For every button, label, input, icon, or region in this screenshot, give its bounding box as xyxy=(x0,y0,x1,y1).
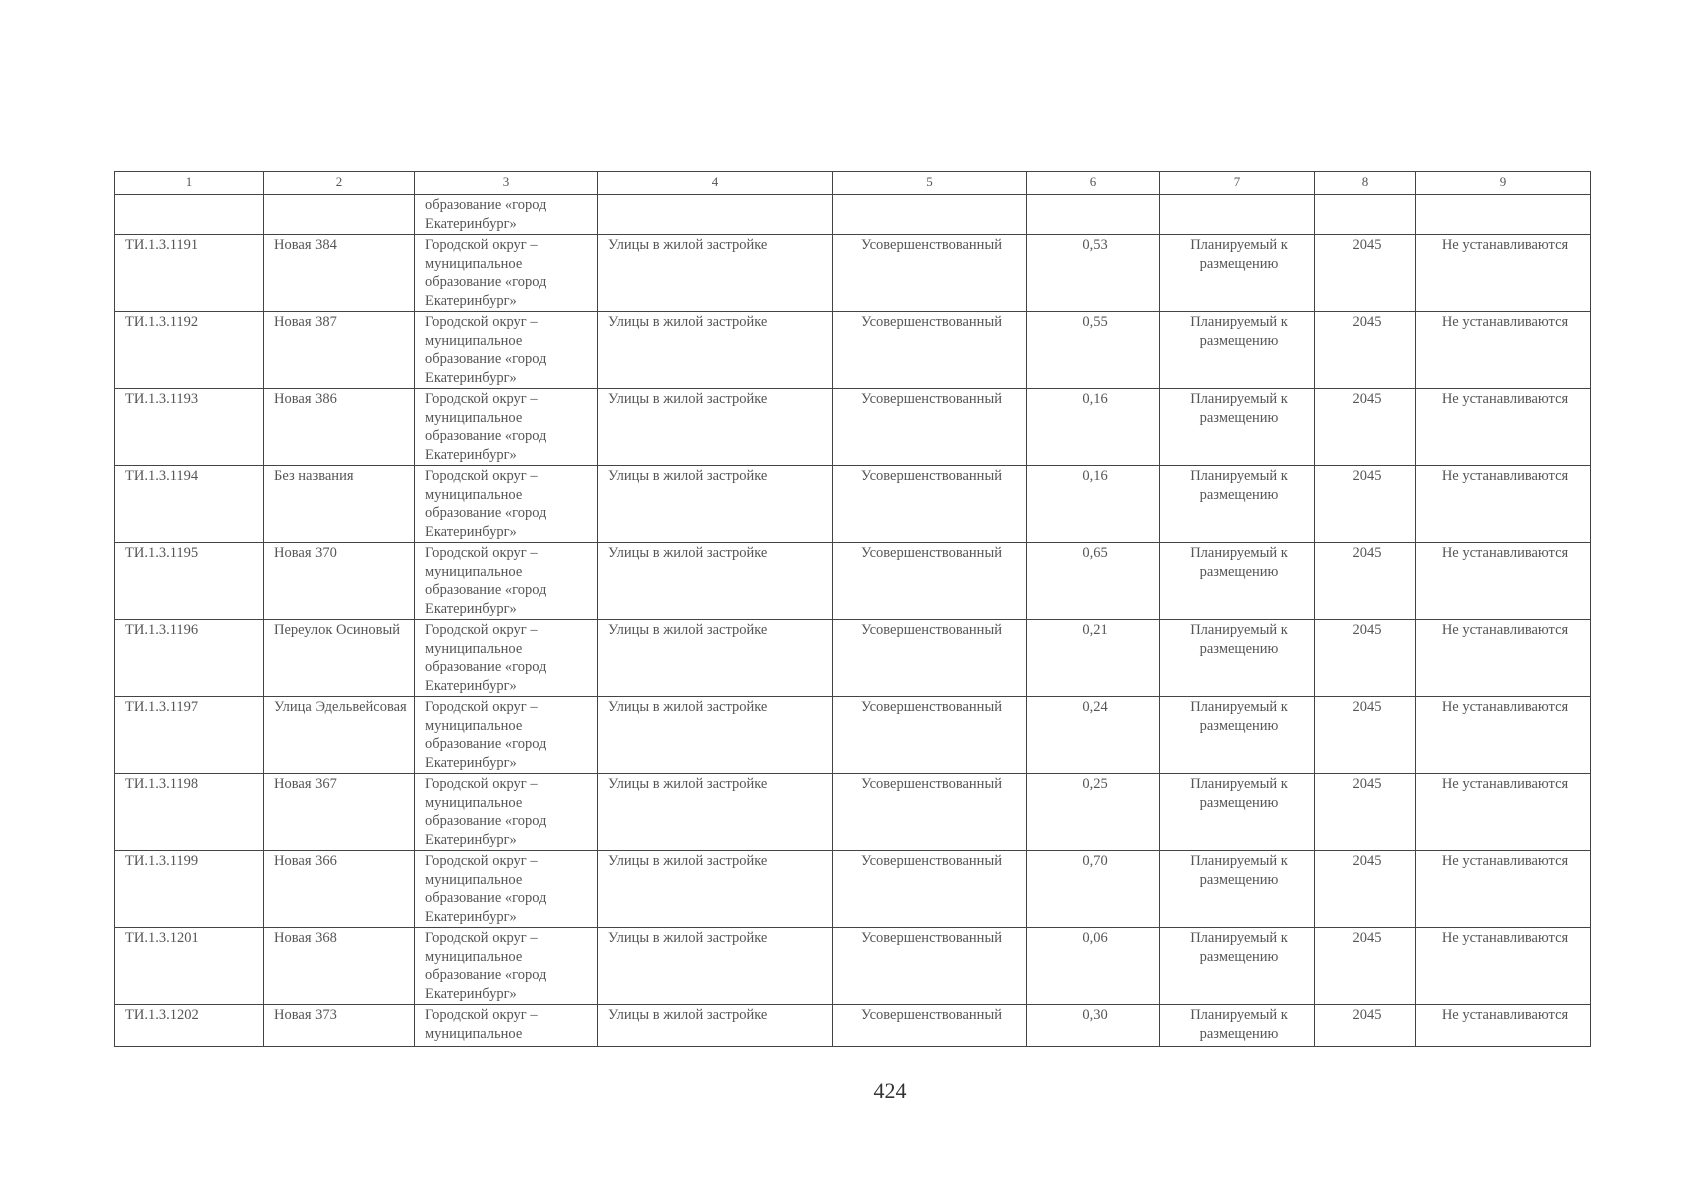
table-cell: Не устанавливаются xyxy=(1416,389,1591,466)
table-cell: Новая 387 xyxy=(264,312,415,389)
table-cell: Усовершенствованный xyxy=(833,235,1027,312)
table-cell: ТИ.1.3.1197 xyxy=(115,697,264,774)
header-cell: 5 xyxy=(833,172,1027,195)
table-cell: Улицы в жилой застройке xyxy=(598,466,833,543)
table-cell: 2045 xyxy=(1315,1005,1416,1047)
table-cell: 2045 xyxy=(1315,928,1416,1005)
table-cell xyxy=(115,195,264,235)
header-cell: 7 xyxy=(1160,172,1315,195)
table-cell: Новая 386 xyxy=(264,389,415,466)
table-cell: Улицы в жилой застройке xyxy=(598,851,833,928)
page-number: 424 xyxy=(873,1078,907,1103)
table-cell: Улицы в жилой застройке xyxy=(598,543,833,620)
table-cell: 0,53 xyxy=(1027,235,1160,312)
table-cell: Улицы в жилой застройке xyxy=(598,312,833,389)
table-cell: ТИ.1.3.1193 xyxy=(115,389,264,466)
table-cell: Городской округ – муниципальное образование «город Екатеринбург» xyxy=(415,851,598,928)
table-cell: Не устанавливаются xyxy=(1416,1005,1591,1047)
table-cell: 2045 xyxy=(1315,697,1416,774)
table-cell xyxy=(598,195,833,235)
continuation-row xyxy=(115,195,1591,235)
table-row xyxy=(115,466,1591,543)
table-cell xyxy=(1027,195,1160,235)
table-cell: Городской округ – муниципальное образование «город Екатеринбург» xyxy=(415,389,598,466)
table-cell: 0,06 xyxy=(1027,928,1160,1005)
table-cell: 2045 xyxy=(1315,851,1416,928)
table-cell: Городской округ – муниципальное образование «город Екатеринбург» xyxy=(415,620,598,697)
table-cell: Новая 384 xyxy=(264,235,415,312)
table-cell: Новая 373 xyxy=(264,1005,415,1047)
table-cell: Городской округ – муниципальное xyxy=(415,1005,598,1047)
table-row xyxy=(115,928,1591,1005)
table-cell: Улицы в жилой застройке xyxy=(598,389,833,466)
table-cell: Новая 370 xyxy=(264,543,415,620)
table-cell: ТИ.1.3.1194 xyxy=(115,466,264,543)
data-table xyxy=(114,171,1591,1047)
table-cell: Не устанавливаются xyxy=(1416,543,1591,620)
table-cell: Улицы в жилой застройке xyxy=(598,774,833,851)
table-cell: 0,24 xyxy=(1027,697,1160,774)
table-cell: 2045 xyxy=(1315,312,1416,389)
table-cell: Улицы в жилой застройке xyxy=(598,620,833,697)
table-cell: Улицы в жилой застройке xyxy=(598,235,833,312)
table-cell: Усовершенствованный xyxy=(833,543,1027,620)
table-row xyxy=(115,697,1591,774)
table-cell: Планируемый к размещению xyxy=(1160,697,1315,774)
table-cell: Усовершенствованный xyxy=(833,928,1027,1005)
table-cell: Новая 367 xyxy=(264,774,415,851)
table-cell: Усовершенствованный xyxy=(833,697,1027,774)
table-cell: 2045 xyxy=(1315,620,1416,697)
header-cell: 1 xyxy=(115,172,264,195)
table-cell: Улица Эдельвейсовая xyxy=(264,697,415,774)
table-cell: ТИ.1.3.1192 xyxy=(115,312,264,389)
table-cell: Не устанавливаются xyxy=(1416,697,1591,774)
table-row xyxy=(115,774,1591,851)
table-cell xyxy=(1315,195,1416,235)
table-row xyxy=(115,235,1591,312)
table-cell: Переулок Осиновый xyxy=(264,620,415,697)
table-row xyxy=(115,312,1591,389)
table-cell: Городской округ – муниципальное образование «город Екатеринбург» xyxy=(415,928,598,1005)
table-cell: ТИ.1.3.1195 xyxy=(115,543,264,620)
table-cell: 2045 xyxy=(1315,235,1416,312)
table-cell: Без названия xyxy=(264,466,415,543)
table-cell: Не устанавливаются xyxy=(1416,620,1591,697)
table-cell: 2045 xyxy=(1315,389,1416,466)
table-cell: образование «город Екатеринбург» xyxy=(415,195,598,235)
table-cell: ТИ.1.3.1191 xyxy=(115,235,264,312)
table-cell: Городской округ – муниципальное образование «город Екатеринбург» xyxy=(415,235,598,312)
table-cell: Усовершенствованный xyxy=(833,466,1027,543)
table-cell: 2045 xyxy=(1315,774,1416,851)
table-cell: 0,70 xyxy=(1027,851,1160,928)
table-cell xyxy=(833,195,1027,235)
table-cell: Городской округ – муниципальное образование «город Екатеринбург» xyxy=(415,774,598,851)
table-row xyxy=(115,1005,1591,1047)
table-cell: 0,55 xyxy=(1027,312,1160,389)
header-cell: 8 xyxy=(1315,172,1416,195)
table-cell: Планируемый к размещению xyxy=(1160,389,1315,466)
table-cell: 0,30 xyxy=(1027,1005,1160,1047)
table-cell: ТИ.1.3.1198 xyxy=(115,774,264,851)
table-cell: ТИ.1.3.1202 xyxy=(115,1005,264,1047)
table-cell: Усовершенствованный xyxy=(833,1005,1027,1047)
header-row xyxy=(115,172,1591,195)
table-cell xyxy=(264,195,415,235)
header-cell: 2 xyxy=(264,172,415,195)
table-cell: Планируемый к размещению xyxy=(1160,928,1315,1005)
table-cell: Городской округ – муниципальное образование «город Екатеринбург» xyxy=(415,312,598,389)
table-cell: Не устанавливаются xyxy=(1416,774,1591,851)
table-cell: Планируемый к размещению xyxy=(1160,466,1315,543)
table-cell: Новая 368 xyxy=(264,928,415,1005)
table-cell: 2045 xyxy=(1315,466,1416,543)
table-cell: Планируемый к размещению xyxy=(1160,312,1315,389)
table-cell: Усовершенствованный xyxy=(833,774,1027,851)
table-cell: Планируемый к размещению xyxy=(1160,235,1315,312)
table-row xyxy=(115,389,1591,466)
table-cell xyxy=(1416,195,1591,235)
table-cell: Планируемый к размещению xyxy=(1160,620,1315,697)
table-cell: 0,65 xyxy=(1027,543,1160,620)
table-cell xyxy=(1160,195,1315,235)
table-cell: Не устанавливаются xyxy=(1416,235,1591,312)
table-row xyxy=(115,851,1591,928)
table-cell: Новая 366 xyxy=(264,851,415,928)
table-cell: 2045 xyxy=(1315,543,1416,620)
table-cell: Планируемый к размещению xyxy=(1160,774,1315,851)
header-cell: 6 xyxy=(1027,172,1160,195)
table-cell: Городской округ – муниципальное образование «город Екатеринбург» xyxy=(415,543,598,620)
table-cell: Улицы в жилой застройке xyxy=(598,1005,833,1047)
header-cell: 9 xyxy=(1416,172,1591,195)
table-cell: Планируемый к размещению xyxy=(1160,543,1315,620)
table-cell: Не устанавливаются xyxy=(1416,928,1591,1005)
table-cell: 0,16 xyxy=(1027,466,1160,543)
table-cell: Усовершенствованный xyxy=(833,389,1027,466)
header-cell: 3 xyxy=(415,172,598,195)
table-cell: Не устанавливаются xyxy=(1416,466,1591,543)
table-row xyxy=(115,620,1591,697)
header-cell: 4 xyxy=(598,172,833,195)
table-cell: Планируемый к размещению xyxy=(1160,1005,1315,1047)
table-cell: Улицы в жилой застройке xyxy=(598,697,833,774)
table-cell: ТИ.1.3.1201 xyxy=(115,928,264,1005)
table-cell: 0,25 xyxy=(1027,774,1160,851)
table-cell: Усовершенствованный xyxy=(833,312,1027,389)
table-cell: Городской округ – муниципальное образование «город Екатеринбург» xyxy=(415,697,598,774)
table-row xyxy=(115,543,1591,620)
table-cell: Усовершенствованный xyxy=(833,620,1027,697)
table-cell: ТИ.1.3.1199 xyxy=(115,851,264,928)
table-cell: Усовершенствованный xyxy=(833,851,1027,928)
table-cell: 0,21 xyxy=(1027,620,1160,697)
table-cell: Городской округ – муниципальное образование «город Екатеринбург» xyxy=(415,466,598,543)
table-cell: 0,16 xyxy=(1027,389,1160,466)
table-cell: Не устанавливаются xyxy=(1416,851,1591,928)
table-cell: Планируемый к размещению xyxy=(1160,851,1315,928)
table-cell: ТИ.1.3.1196 xyxy=(115,620,264,697)
table-cell: Улицы в жилой застройке xyxy=(598,928,833,1005)
table-cell: Не устанавливаются xyxy=(1416,312,1591,389)
